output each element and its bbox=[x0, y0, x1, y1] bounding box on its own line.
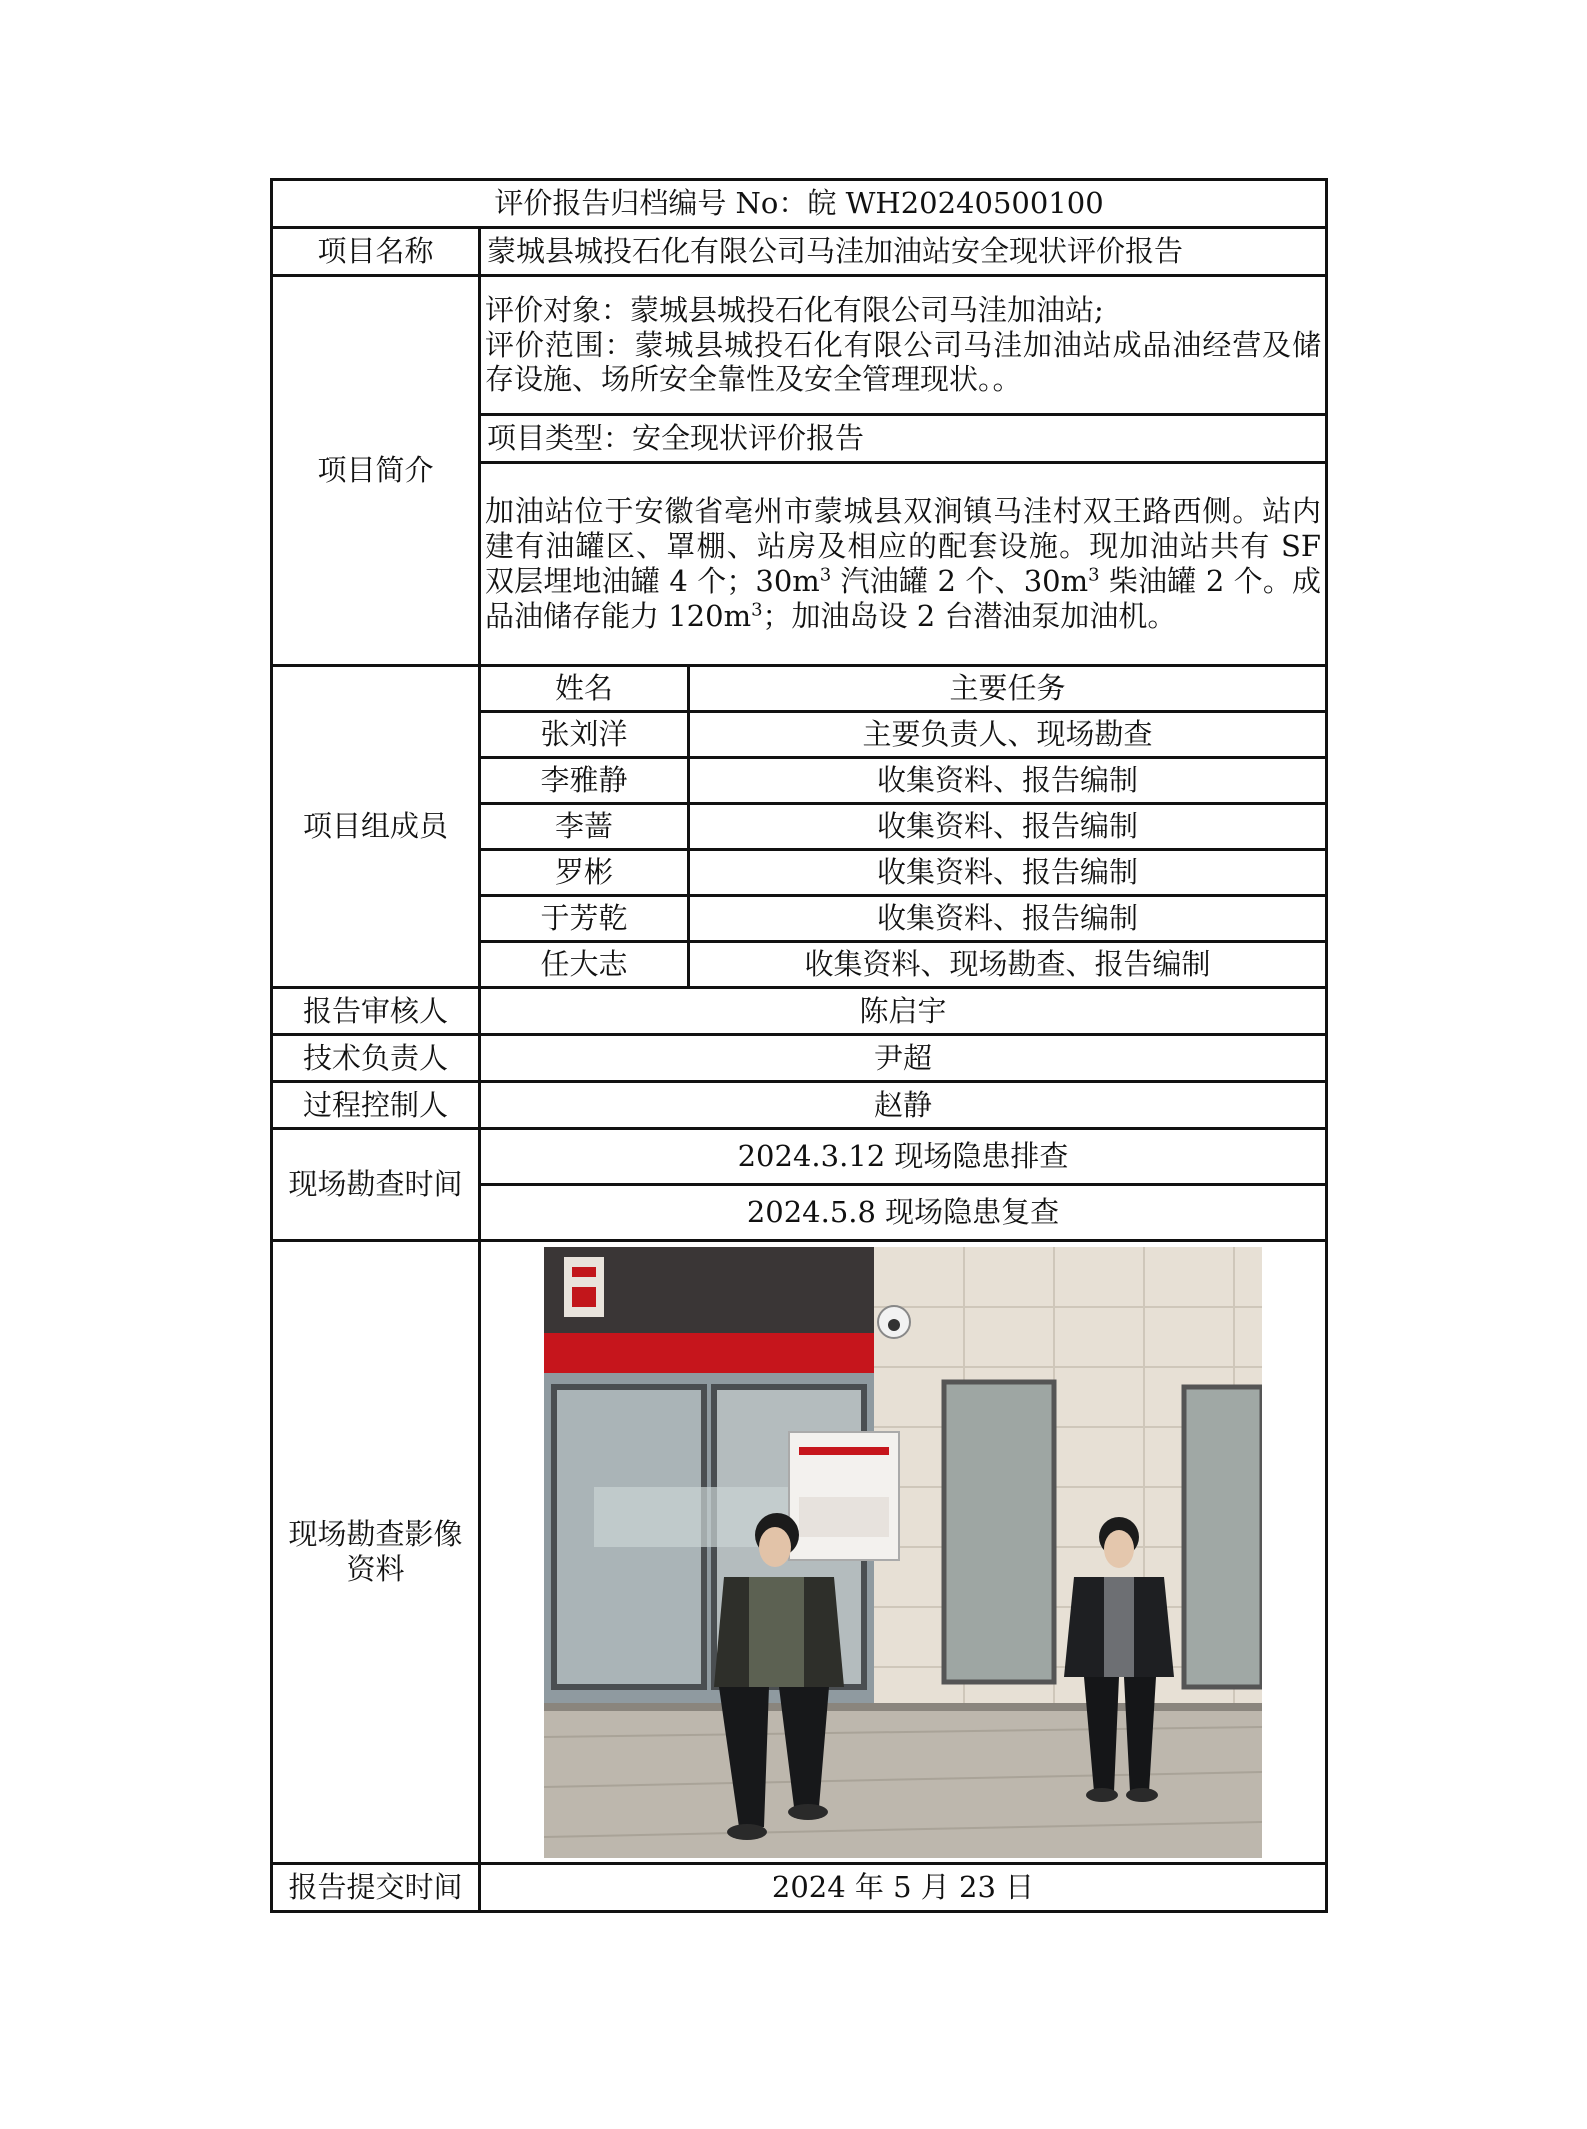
desc-part-2: 汽油罐 2 个、30m bbox=[831, 564, 1089, 598]
project-name-label: 项目名称 bbox=[272, 228, 480, 276]
desc-part-3: 柴油罐 2 个。成品油储存能力 120m bbox=[485, 564, 1321, 633]
survey-photo-label-line1: 现场勘查影像 bbox=[288, 1517, 463, 1552]
site-survey-photo bbox=[544, 1247, 1262, 1858]
reviewer-label: 报告审核人 bbox=[272, 988, 480, 1035]
reviewer-value: 陈启宇 bbox=[480, 988, 1327, 1035]
members-label: 项目组成员 bbox=[272, 666, 480, 988]
member-row bbox=[481, 758, 1325, 804]
member-row bbox=[481, 712, 1325, 758]
submit-time-label: 报告提交时间 bbox=[272, 1864, 480, 1912]
members-header-task: 主要任务 bbox=[689, 667, 1326, 712]
evaluation-object-scope bbox=[480, 276, 1327, 415]
member-row bbox=[481, 896, 1325, 942]
desc-part-4: ；加油岛设 2 台潜油泵加油机。 bbox=[762, 598, 1177, 633]
member-name: 任大志 bbox=[481, 942, 689, 987]
tech-lead-value: 尹超 bbox=[480, 1035, 1327, 1082]
project-type: 项目类型：安全现状评价报告 bbox=[480, 415, 1327, 463]
project-name-value: 蒙城县城投石化有限公司马洼加油站安全现状评价报告 bbox=[480, 228, 1327, 276]
survey-time-line2: 2024.5.8 现场隐患复查 bbox=[480, 1185, 1327, 1241]
member-name: 李雅静 bbox=[481, 758, 689, 804]
archive-number: 评价报告归档编号 No：皖 WH20240500100 bbox=[272, 180, 1327, 228]
members-cell bbox=[480, 666, 1327, 988]
member-row bbox=[481, 850, 1325, 896]
desc-sup-3: 3 bbox=[751, 599, 763, 621]
process-control-value: 赵静 bbox=[480, 1082, 1327, 1129]
member-task: 收集资料、现场勘查、报告编制 bbox=[804, 947, 1211, 982]
member-task: 收集资料、报告编制 bbox=[689, 804, 1326, 850]
project-intro-label: 项目简介 bbox=[272, 276, 480, 666]
evaluation-object: 评价对象：蒙城县城投石化有限公司马洼加油站; bbox=[485, 292, 1104, 327]
member-task: 主要负责人、现场勘查 bbox=[689, 712, 1326, 758]
desc-sup-1: 3 bbox=[819, 564, 832, 586]
report-info-table bbox=[270, 178, 1328, 1913]
submit-time-value: 2024 年 5 月 23 日 bbox=[480, 1864, 1327, 1912]
members-header-name: 姓名 bbox=[481, 667, 689, 712]
survey-photo-cell bbox=[480, 1241, 1327, 1864]
member-task: 收集资料、报告编制 bbox=[689, 896, 1326, 942]
evaluation-report-sheet bbox=[270, 178, 1328, 1913]
project-description bbox=[480, 463, 1327, 666]
member-task: 收集资料、报告编制 bbox=[689, 758, 1326, 804]
tech-lead-label: 技术负责人 bbox=[272, 1035, 480, 1082]
evaluation-scope: 评价范围：蒙城县城投石化有限公司马洼加油站成品油经营及储存设施、场所安全靠性及安全管理现状。。 bbox=[485, 327, 1321, 397]
member-task: 收集资料、报告编制 bbox=[689, 850, 1326, 896]
member-name: 张刘洋 bbox=[481, 712, 689, 758]
members-header-row bbox=[481, 667, 1325, 712]
survey-photo-label-line2: 资料 bbox=[346, 1552, 405, 1586]
member-name: 李蔷 bbox=[481, 804, 689, 850]
survey-time-label: 现场勘查时间 bbox=[272, 1129, 480, 1241]
desc-sup-2: 3 bbox=[1088, 564, 1100, 586]
process-control-label: 过程控制人 bbox=[272, 1082, 480, 1129]
survey-time-line1: 2024.3.12 现场隐患排查 bbox=[480, 1129, 1327, 1185]
member-row bbox=[481, 804, 1325, 850]
member-name: 于芳乾 bbox=[481, 896, 689, 942]
survey-photo-label bbox=[272, 1241, 480, 1864]
member-name: 罗彬 bbox=[481, 850, 689, 896]
member-row bbox=[481, 942, 1325, 987]
desc-part-1: 加油站位于安徽省亳州市蒙城县双涧镇马洼村双王路西侧。站内建有油罐区、罩棚、站房及相应的配套设施。现加油站共有 SF 双层埋地油罐 4 个；30m bbox=[485, 494, 1321, 598]
members-table bbox=[481, 667, 1325, 986]
